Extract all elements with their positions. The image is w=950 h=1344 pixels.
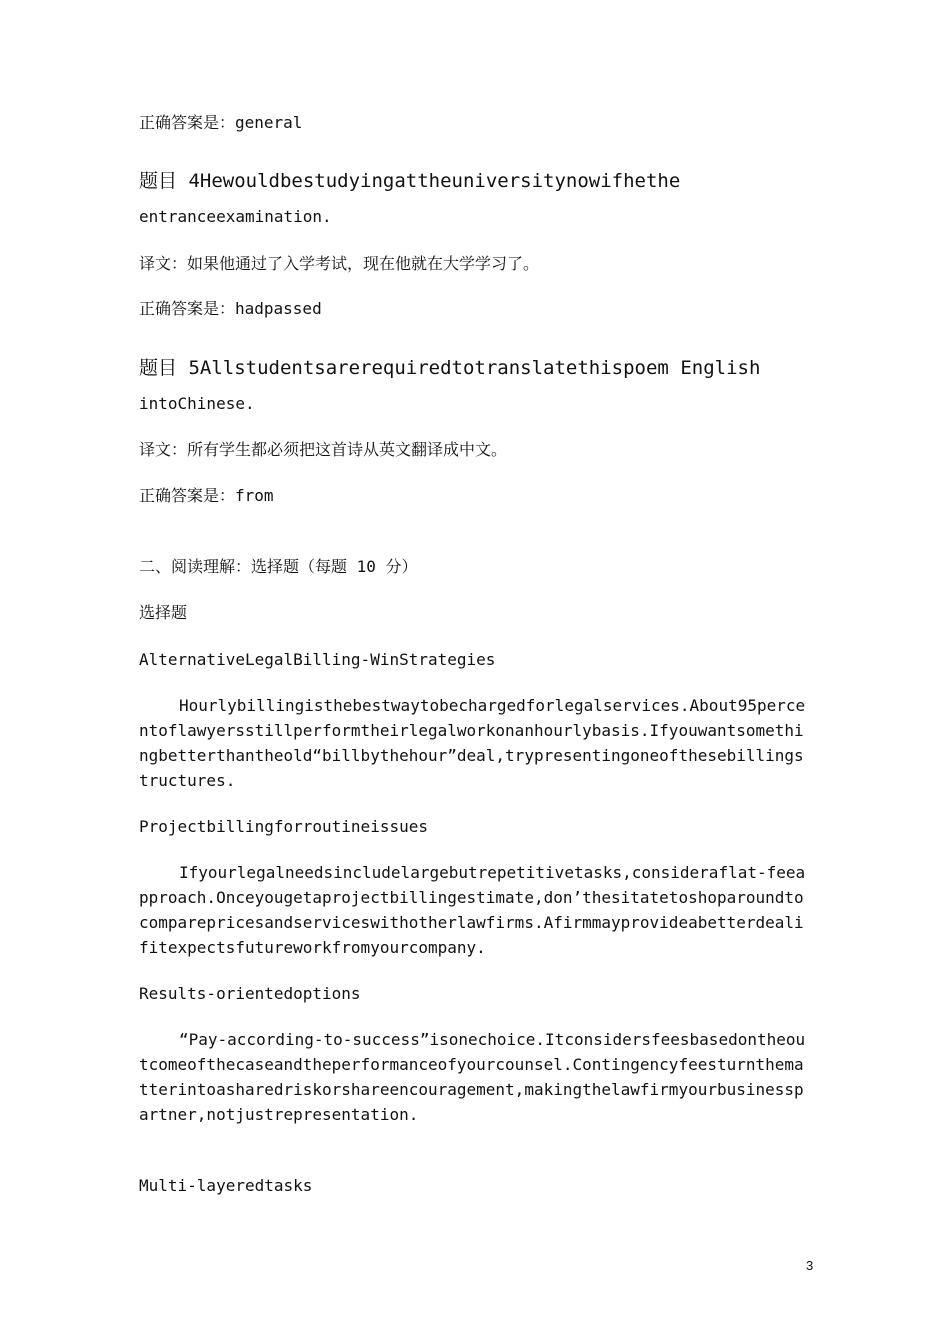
passage-project-paragraph: Ifyourlegalneedsincludelargebutrepetitivetasks,consideraflat-feeapproach.Onceyougetaprojectbillingestimate,don’thesitatetoshoparoundtocomparepricesandserviceswithotherlawfirms.Afirmmayprovideabetterdealifitexpectsfutureworkfromyourcompany. (139, 863, 806, 957)
question-5-line-2: intoChinese. (139, 394, 255, 413)
heading-multi-layered: Multi-layeredtasks (139, 1176, 313, 1195)
section-heading: 二、阅读理解：选择题（每题 10 分） (139, 557, 418, 576)
translation-line-q4: 译文：如果他通过了入学考试，现在他就在大学学习了。 (139, 254, 540, 273)
question-4-text: 题目 4Hewouldbestudyingattheuniversitynowifhethe (139, 170, 681, 192)
question-4-line-2: entranceexamination. (139, 207, 332, 226)
subheading: 选择题 (139, 603, 188, 622)
answer-line-q5: 正确答案是：from (139, 486, 274, 505)
answer-line-q4: 正确答案是：hadpassed (139, 299, 322, 318)
translation-line-q5: 译文：所有学生都必须把这首诗从英文翻译成中文。 (139, 440, 508, 459)
passage-title: AlternativeLegalBilling-WinStrategies (139, 650, 496, 669)
heading-results-oriented: Results-orientedoptions (139, 984, 361, 1003)
passage-intro-paragraph: Hourlybillingisthebestwaytobechargedforlegalservices.About95percentoflawyersstillperformtheirlegalworkonanhourlybasis.Ifyouwantsomethingbetterthantheold“billbythehour”deal,trypresentingoneofthesebillingstructures. (139, 696, 806, 790)
page-number: 3 (806, 1258, 814, 1273)
question-5-line-1 (139, 357, 760, 380)
answer-line-q3: 正确答案是：general (139, 113, 303, 132)
question-4-line-1 (139, 170, 680, 193)
question-5-text: 题目 5Allstudentsarerequiredtotranslatethispoem English (139, 357, 761, 379)
passage-results-paragraph: “Pay-according-to-success”isonechoice.Itconsidersfeesbasedontheoutcomeofthecaseandtheperformanceofyourcounsel.Contingencyfeesturnthematterintoasharedriskorshareencouragement,makingthelawfirmyourbusinesspartner,notjustrepresentation. (139, 1030, 806, 1124)
heading-project-billing: Projectbillingforroutineissues (139, 817, 428, 836)
